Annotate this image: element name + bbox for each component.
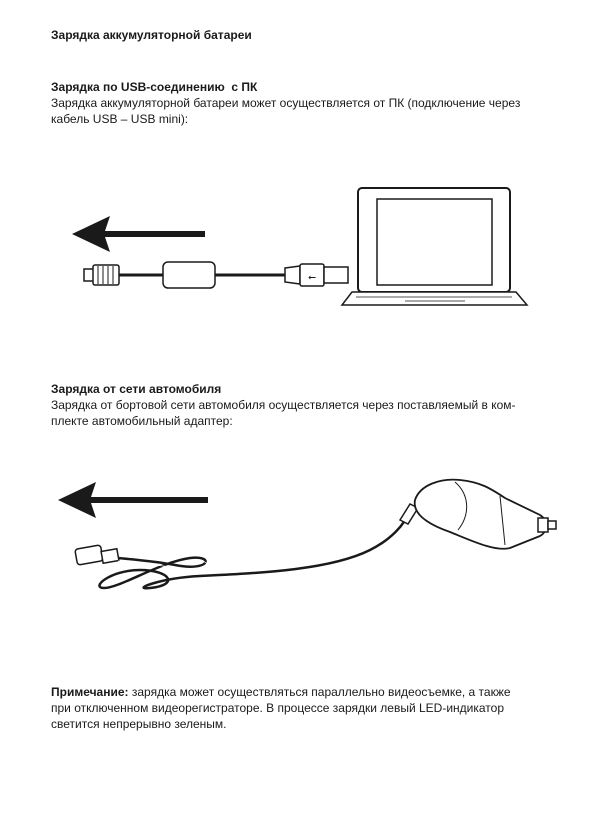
car-section-text-line1: Зарядка от бортовой сети автомобиля осуществляется через поставляемый в ком- (51, 398, 516, 412)
car-adapter-illustration (0, 470, 595, 620)
laptop-icon (342, 188, 527, 305)
car-adapter-icon (415, 480, 556, 549)
note-line1-text: зарядка может осуществляться параллельно видеосъемке, а также (128, 685, 511, 699)
car-section-heading: Зарядка от сети автомобиля (51, 382, 222, 396)
svg-text:⭠: ⭠ (308, 272, 316, 283)
note-line2: при отключенном видеорегистраторе. В процессе зарядки левый LED-индикатор (51, 701, 504, 715)
ferrite-core (163, 262, 215, 288)
car-section-text-line2: плекте автомобильный адаптер: (51, 414, 233, 428)
usb-section-text-line1: Зарядка аккумуляторной батареи может осуществляется от ПК (подключение через (51, 96, 521, 110)
mini-usb-plug (75, 545, 119, 565)
note-label: Примечание: (51, 685, 129, 699)
usb-laptop-illustration (0, 180, 595, 320)
arrow-left-icon (58, 482, 208, 518)
arrow-left-icon (72, 216, 205, 252)
note-line3: светится непрерывно зеленым. (51, 717, 227, 731)
page-title: Зарядка аккумуляторной батареи (51, 28, 252, 42)
usb-section-text-line2: кабель USB – USB mini): (51, 112, 189, 126)
usb-section-heading: Зарядка по USB-соединению с ПК (51, 80, 258, 94)
mini-usb-plug (84, 265, 119, 285)
usb-a-plug (285, 264, 348, 286)
note-line1 (51, 684, 511, 700)
